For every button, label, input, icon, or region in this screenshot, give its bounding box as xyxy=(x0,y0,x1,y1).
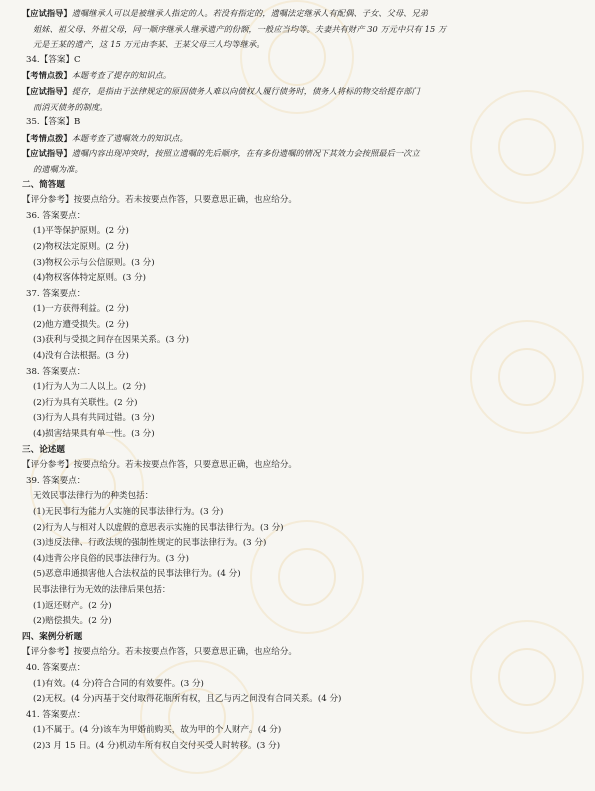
line-text: (4)没有合法根据。(3 分) xyxy=(33,351,129,362)
text-line xyxy=(22,240,574,256)
line-text: 的遗嘱为准。 xyxy=(33,163,83,174)
section-tag: 【应试指导】 xyxy=(22,8,72,18)
text-line xyxy=(22,224,574,240)
line-text: (2)3 月 15 日。(4 分)机动车所有权自交付买受人时转移。(3 分) xyxy=(33,740,281,751)
text-line xyxy=(22,84,574,100)
text-line xyxy=(22,302,574,318)
line-text: 本题考查了提存的知识点。 xyxy=(71,70,172,81)
line-text: (2)他方遭受损失。(2 分) xyxy=(33,319,129,330)
line-text: 提存，是指由于法律规定的原因债务人难以向债权人履行债务时，债务人将标的物交给提存部门 xyxy=(71,85,420,96)
line-text: (3)物权公示与公信原则。(3 分) xyxy=(33,257,155,268)
line-text: (2)赔偿损失。(2 分) xyxy=(33,616,112,627)
line-text: (4)损害结果具有单一性。(3 分) xyxy=(33,429,155,440)
text-line xyxy=(22,68,574,84)
text-line xyxy=(22,521,574,537)
text-line xyxy=(22,6,574,22)
line-text: 34.【答案】C xyxy=(26,54,81,65)
line-text: 四、案例分析题 xyxy=(22,631,83,642)
line-text: 35.【答案】B xyxy=(26,117,81,128)
text-line xyxy=(22,146,574,162)
text-line xyxy=(22,162,574,178)
line-text: (1)无民事行为能力人实施的民事法律行为。(3 分) xyxy=(33,507,224,517)
text-line xyxy=(22,536,574,552)
text-line xyxy=(22,677,574,693)
text-line xyxy=(22,411,574,427)
text-line xyxy=(22,380,574,396)
line-text: (2)行为人与相对人以虚假的意思表示实施的民事法律行为。(3 分) xyxy=(33,522,284,533)
line-text: 38. 答案要点： xyxy=(26,366,86,377)
text-line xyxy=(22,427,574,443)
line-text: (1)返还财产。(2 分) xyxy=(33,600,112,611)
line-text: (1)不属于。(4 分)该车为甲婚前购买，故为甲的个人财产。(4 分) xyxy=(33,725,282,736)
line-text: 本题考查了遗嘱效力的知识点。 xyxy=(71,132,188,143)
text-line xyxy=(22,333,574,349)
text-line xyxy=(22,614,574,630)
text-line xyxy=(22,193,574,209)
text-line xyxy=(22,505,574,521)
line-text: 【评分参考】按要点给分。若未按要点作答，只要意思正确，也应给分。 xyxy=(22,460,298,471)
text-line xyxy=(22,365,574,381)
text-line xyxy=(22,552,574,568)
line-text: 39. 答案要点： xyxy=(26,475,86,486)
line-text: 37. 答案要点： xyxy=(26,288,86,299)
line-text: (3)违反法律、行政法规的强制性规定的民事法律行为。(3 分) xyxy=(33,538,267,549)
text-line xyxy=(22,53,574,69)
text-line xyxy=(22,131,574,147)
text-line xyxy=(22,349,574,365)
text-line xyxy=(22,458,574,474)
text-line xyxy=(22,115,574,131)
text-line xyxy=(22,256,574,272)
text-line xyxy=(22,22,574,38)
text-line xyxy=(22,100,574,116)
line-text: 遗嘱继承人可以是被继承人指定的人。若没有指定的，遗嘱法定继承人有配偶、子女、父母、兄弟 xyxy=(71,8,429,18)
line-text: 民事法律行为无效的法律后果包括： xyxy=(33,584,171,595)
line-text: (3)行为人具有共同过错。(3 分) xyxy=(33,413,155,424)
text-line xyxy=(22,178,574,194)
line-text: 36. 答案要点： xyxy=(26,210,86,221)
line-text: 而消灭债务的制度。 xyxy=(33,101,108,112)
line-text: 元是王某的遗产，这 15 万元由李某、王某父母三人均等继承。 xyxy=(33,39,265,50)
line-text: 二、简答题 xyxy=(22,179,65,190)
text-line xyxy=(22,209,574,225)
text-line xyxy=(22,443,574,459)
line-text: 三、论述题 xyxy=(22,444,65,455)
section-tag: 【应试指导】 xyxy=(22,85,72,96)
text-line xyxy=(22,396,574,412)
text-line xyxy=(22,739,574,755)
text-line xyxy=(22,599,574,615)
line-text: 40. 答案要点： xyxy=(26,662,86,673)
line-text: 【评分参考】按要点给分。若未按要点作答，只要意思正确，也应给分。 xyxy=(22,195,298,206)
section-tag: 【考情点拨】 xyxy=(22,70,72,81)
text-line xyxy=(22,630,574,646)
line-text: (4)物权客体特定原则。(3 分) xyxy=(33,273,147,284)
line-text: (3)获利与受损之间存在因果关系。(3 分) xyxy=(33,335,189,346)
line-text: 姐妹、祖父母、外祖父母，同一顺序继承人继承遗产的份额，一般应当均等。夫妻共有财产 30 万元中只有 15 万 xyxy=(33,23,447,34)
line-text: (1)有效。(4 分)符合合同的有效要件。(3 分) xyxy=(33,678,204,689)
line-text: 【评分参考】按要点给分。若未按要点作答，只要意思正确，也应给分。 xyxy=(22,647,298,658)
document-body xyxy=(22,6,574,755)
text-line xyxy=(22,567,574,583)
text-line xyxy=(22,318,574,334)
line-text: (4)违背公序良俗的民事法律行为。(3 分) xyxy=(33,553,189,564)
line-text: (2)无权。(4 分)丙基于交付取得花瓶所有权，且乙与丙之间没有合同关系。(4 分) xyxy=(33,694,342,705)
section-tag: 【应试指导】 xyxy=(22,148,72,159)
text-line xyxy=(22,723,574,739)
text-line xyxy=(22,692,574,708)
line-text: (2)行为具有关联性。(2 分) xyxy=(33,397,138,408)
text-line xyxy=(22,645,574,661)
text-line xyxy=(22,474,574,490)
text-line xyxy=(22,37,574,53)
line-text: (1)行为人为二人以上。(2 分) xyxy=(33,382,147,393)
text-line xyxy=(22,583,574,599)
text-line xyxy=(22,489,574,505)
text-line xyxy=(22,271,574,287)
line-text: 无效民事法律行为的种类包括： xyxy=(33,491,154,502)
line-text: 41. 答案要点： xyxy=(26,709,86,720)
text-line xyxy=(22,287,574,303)
line-text: (1)平等保护原则。(2 分) xyxy=(33,226,129,237)
text-line xyxy=(22,708,574,724)
line-text: (5)恶意串通损害他人合法权益的民事法律行为。(4 分) xyxy=(33,569,241,580)
line-text: (1)一方获得利益。(2 分) xyxy=(33,304,129,315)
text-line xyxy=(22,661,574,677)
section-tag: 【考情点拨】 xyxy=(22,132,72,143)
line-text: 遗嘱内容出现冲突时，按照立遗嘱的先后顺序，在有多份遗嘱的情况下其效力会按照最后一次立 xyxy=(71,148,420,159)
line-text: (2)物权法定原则。(2 分) xyxy=(33,241,129,252)
